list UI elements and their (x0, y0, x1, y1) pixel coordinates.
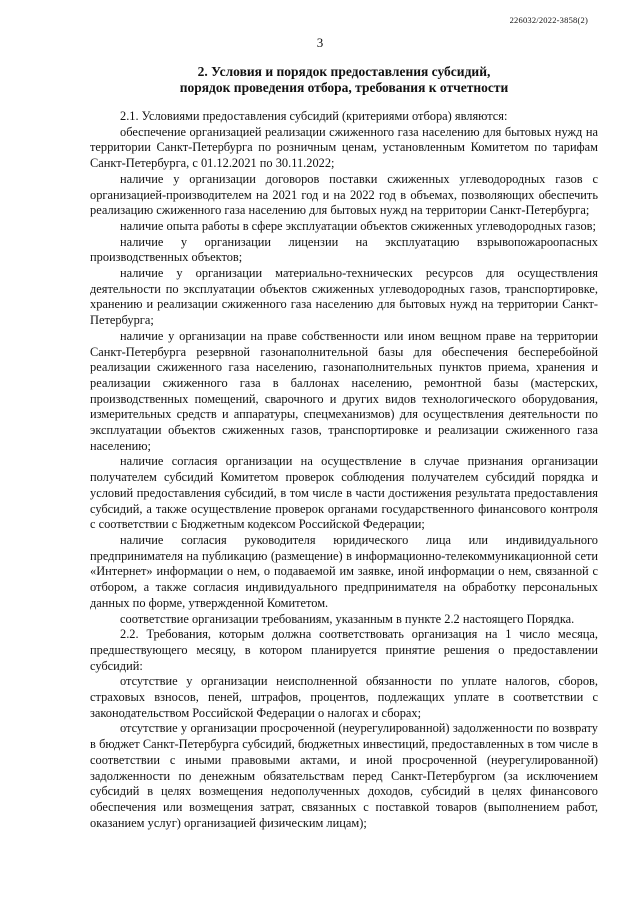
paragraph: отсутствие у организации просроченной (неурегулированной) задолженности по возврату в бюджет Санкт-Петербурга субсидий, бюджетных инвестиций, предоставленных в том числе в соответствии с иными правовыми актами, и иной просроченной (неурегулированной) задолженности по денежным обязательствам перед Санкт-Петербургом (за исключением субсидий в целях возмещения недополученных доходов, субсидий в целях финансового обеспечения или возмещения затрат, связанных с поставкой товаров (выполнением работ, оказанием услуг) организацией физическим лицам); (90, 721, 598, 830)
document-body (90, 107, 598, 831)
section-title-line: 2. Условия и порядок предоставления субсидий, (197, 64, 491, 79)
paragraph: наличие у организации на праве собственности или ином вещном праве на территории Санкт-Петербурга резервной газонаполнительной базы для обеспечения бесперебойной реализации сжиженного газа населению, газонаполнительных пунктов приема, хранения и реализации сжиженного газа в баллонах населению, ремонтной базы (мастерских, производственных помещений, сварочного и других видов технологического оборудования, измерительных средств и аппаратуры, спецмеханизмов) для осуществления деятельности по эксплуатации объектов сжиженных газов, транспортировке и реализации сжиженного газа населению; (90, 328, 598, 453)
paragraph: отсутствие у организации неисполненной обязанности по уплате налогов, сборов, страховых взносов, пеней, штрафов, процентов, подлежащих уплате в соответствии с законодательством Российской Федерации о налогах и сборах; (90, 674, 598, 720)
paragraph: наличие у организации договоров поставки сжиженных углеводородных газов с организацией-производителем на 2021 год и на 2022 год в объемах, позволяющих обеспечить реализацию сжиженного газа населению для бытовых нужд на территории Санкт-Петербурга; (90, 171, 598, 218)
paragraph: соответствие организации требованиям, указанным в пункте 2.2 настоящего Порядка. (120, 611, 575, 626)
paragraph: 2.1. Условиями предоставления субсидий (критериями отбора) являются: (120, 109, 508, 123)
paragraph: наличие у организации материально-технических ресурсов для осуществления деятельности по эксплуатации объектов сжиженных углеводородных газов, транспортировке, хранению и реализации сжиженного газа населению для бытовых нужд на территории Санкт-Петербурга; (90, 266, 598, 328)
paragraph: наличие согласия руководителя юридического лица или индивидуального предпринимателя на публикацию (размещение) в информационно-телекоммуникационной сети «Интернет» информации о нем, о подаваемой им заявке, иной информации о нем, связанной с отбором, а также согласия индивидуального предпринимателя на обработку персональных данных по форме, утвержденной Комитетом. (90, 532, 598, 610)
paragraph: наличие опыта работы в сфере эксплуатации объектов сжиженных углеводородных газов; (120, 218, 596, 233)
page-number: 3 (316, 35, 324, 50)
section-title (90, 64, 598, 96)
paragraph: 2.2. Требования, которым должна соответствовать организация на 1 число месяца, предшествующего месяцу, в котором планируется принятие решения о предоставлении субсидий: (90, 627, 598, 673)
paragraph: обеспечение организацией реализации сжиженного газа населению для бытовых нужд на территории Санкт-Петербурга по розничным ценам, установленным Комитетом по тарифам Санкт-Петербурга, с 01.12.2021 по 30.11.2022; (90, 124, 598, 171)
document-number: 226032/2022-3858(2) (509, 15, 588, 25)
section-title-line: порядок проведения отбора, требования к отчетности (179, 80, 509, 95)
paragraph: наличие согласия организации на осуществление в случае признания организации получателем субсидий Комитетом проверок соблюдения получателем субсидий порядка и условий предоставления субсидий, в том числе в части достижения результата предоставления субсидий, а также осуществление проверок органами государственного финансового контроля с соответствии с Бюджетным кодексом Российской Федерации; (90, 454, 598, 532)
paragraph: наличие у организации лицензии на эксплуатацию взрывопожароопасных производственных объектов; (90, 234, 598, 265)
